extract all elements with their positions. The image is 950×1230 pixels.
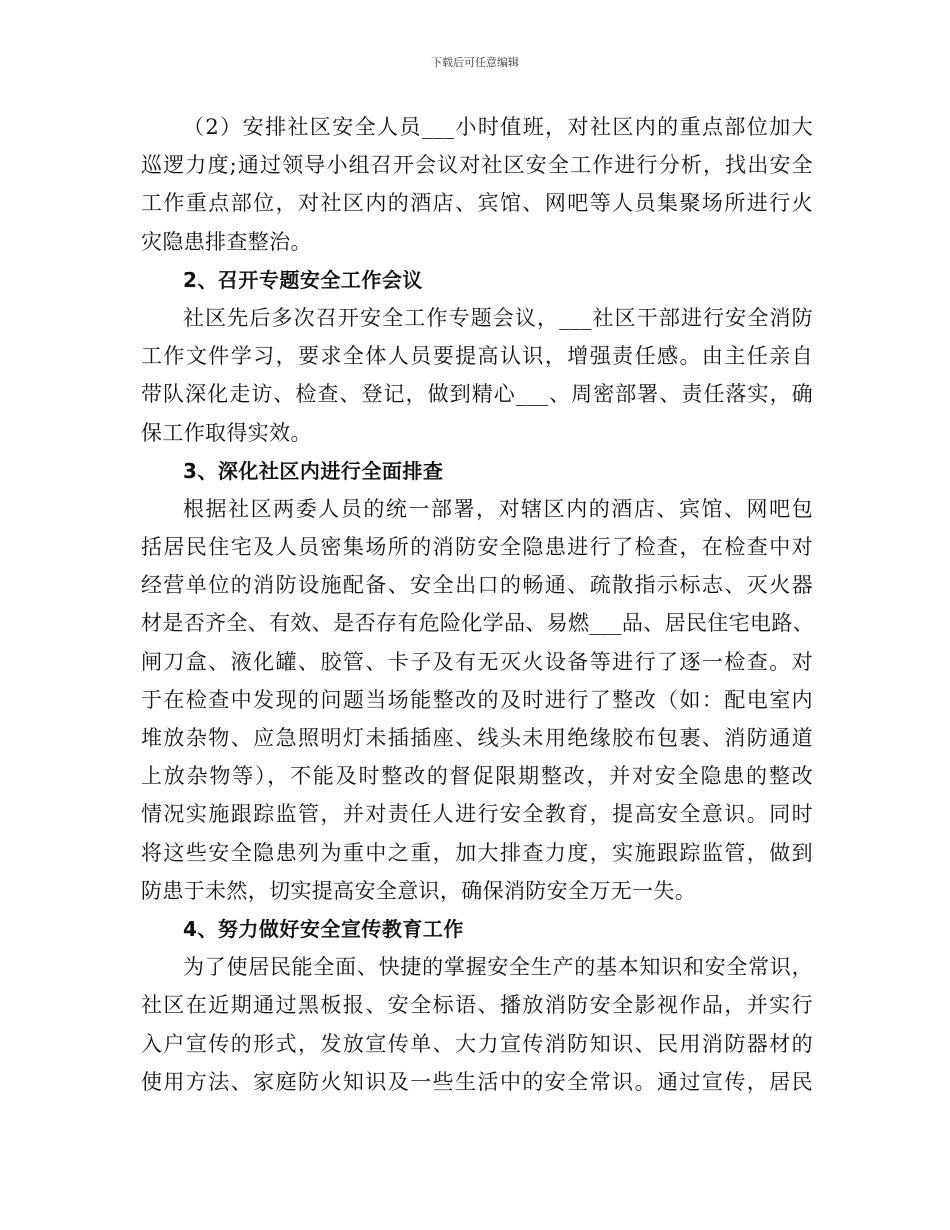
paragraph-line: 堆放杂物、应急照明灯未插插座、线头未用绝缘胶布包裹、消防通道 [141, 726, 813, 750]
paragraph-line: 工作文件学习，要求全体人员要提高认识，增强责任感。由主任亲自 [141, 344, 813, 369]
page-header: 下载后可任意编辑 [431, 56, 519, 69]
paragraph-line: 使用方法、家庭防火知识及一些生活中的安全常识。通过宣传，居民 [141, 1069, 813, 1094]
paragraph-line: 社区先后多次召开安全工作专题会议，___社区干部进行安全消防 [183, 305, 813, 330]
paragraph-line: 经营单位的消防设施配备、安全出口的畅通、疏散指示标志、灭火器 [141, 573, 813, 598]
paragraph-line: 入户宣传的形式，发放宣传单、大力宣传消防知识、民用消防器材的 [141, 1031, 813, 1056]
paragraph-line: （2）安排社区安全人员___小时值班，对社区内的重点部位加大 [183, 115, 813, 139]
paragraph-line: 带队深化走访、检查、登记，做到精心___、周密部署、责任落实，确 [141, 382, 813, 407]
paragraph-line: 社区在近期通过黑板报、安全标语、播放消防安全影视作品，并实行 [141, 993, 813, 1018]
document-body [141, 108, 813, 1101]
section-heading: 2、召开专题安全工作会议 [183, 267, 423, 292]
paragraph-line: 防患于未然，切实提高安全意识，确保消防安全万无一失。 [141, 878, 697, 903]
paragraph-line: 为了使居民能全面、快捷的掌握安全生产的基本知识和安全常识， [183, 955, 813, 980]
paragraph-line: 括居民住宅及人员密集场所的消防安全隐患进行了检查，在检查中对 [141, 535, 813, 560]
section-heading: 3、深化社区内进行全面排查 [183, 458, 444, 483]
paragraph-line: 将这些安全隐患列为重中之重，加大排查力度，实施跟踪监管，做到 [141, 840, 813, 865]
paragraph-line: 根据社区两委人员的统一部署，对辖区内的酒店、宾馆、网吧包 [183, 496, 813, 521]
paragraph-line: 于在检查中发现的问题当场能整改的及时进行了整改（如：配电室内 [141, 687, 813, 712]
paragraph-line: 情况实施跟踪监管，并对责任人进行安全教育，提高安全意识。同时 [141, 802, 813, 827]
paragraph-line: 工作重点部位，对社区内的酒店、宾馆、网吧等人员集聚场所进行火 [141, 191, 813, 216]
paragraph-line: 灾隐患排查整治。 [141, 229, 312, 254]
paragraph-line: 保工作取得实效。 [141, 420, 312, 445]
paragraph-line: 闸刀盒、液化罐、胶管、卡子及有无灭火设备等进行了逐一检查。对 [141, 649, 813, 674]
paragraph-line: 上放杂物等），不能及时整改的督促限期整改，并对安全隐患的整改 [141, 764, 813, 789]
section-heading: 4、努力做好安全宣传教育工作 [183, 916, 464, 941]
paragraph-line: 材是否齐全、有效、是否存有危险化学品、易燃___品、居民住宅电路、 [141, 611, 815, 636]
paragraph-line: 巡逻力度;通过领导小组召开会议对社区安全工作进行分析，找出安全 [141, 153, 813, 178]
